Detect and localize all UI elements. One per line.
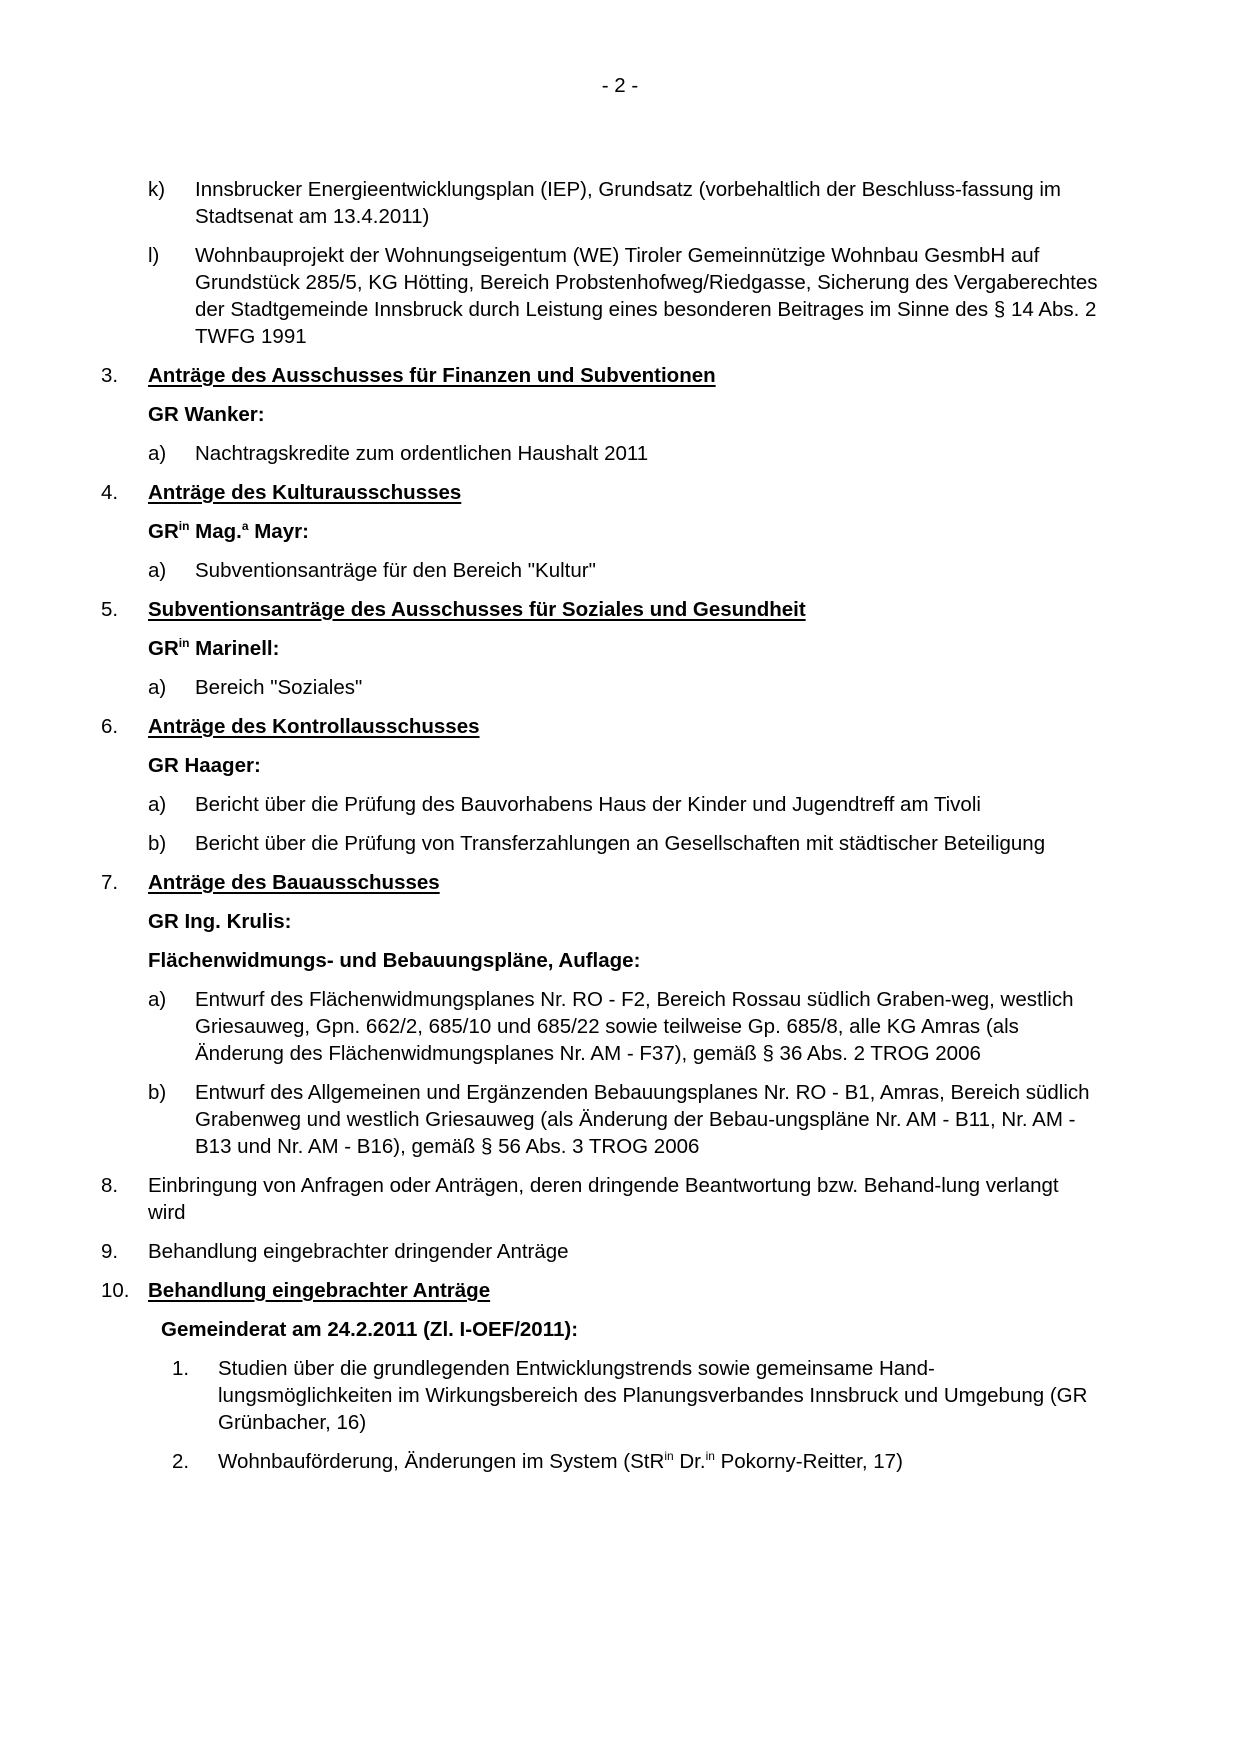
item-marker: a)	[148, 676, 167, 699]
list-item	[148, 1355, 1098, 1436]
item-marker: k)	[148, 178, 166, 201]
section-title: Subventionsanträge des Ausschusses für Soziales und Gesundheit	[148, 598, 806, 621]
item-text: Bericht über die Prüfung des Bauvorhabens Haus der Kinder und Jugendtreff am Tivoli	[195, 793, 981, 816]
item-text: Innsbrucker Energieentwicklungsplan (IEP), Grundsatz (vorbehaltlich der Beschluss-fassung im Stadtsenat am 13.4.2011)	[195, 178, 1061, 228]
section-title: Anträge des Kulturausschusses	[148, 481, 462, 504]
item-marker: b)	[148, 832, 167, 855]
list-item	[148, 176, 1098, 230]
section-text: Einbringung von Anfragen oder Anträgen, deren dringende Beantwortung bzw. Behand-lung verlangt wird	[148, 1174, 1059, 1224]
item-marker: b)	[148, 1081, 167, 1104]
item-marker: l)	[148, 244, 160, 267]
section-number: 5.	[101, 598, 119, 621]
item-text: Bericht über die Prüfung von Transferzahlungen an Gesellschaften mit städtischer Beteiligung	[195, 832, 1046, 855]
section-number: 10.	[101, 1279, 130, 1302]
section-3	[101, 362, 1098, 389]
speaker: $GR^{in}$ Mag.$^a$ Mayr:	[148, 519, 309, 543]
section-text: Behandlung eingebrachter dringender Anträge	[148, 1240, 569, 1263]
item-text: Wohnbauförderung, Änderungen im System (StR$^{in}$ Dr.$^{in}$ Pokorny-Reitter, 17)	[218, 1449, 903, 1473]
list-item	[148, 674, 1098, 701]
item-text: Studien über die grundlegenden Entwicklungstrends sowie gemeinsame Hand-lungsmöglichkeiten im Wirkungsbereich des Planungsverbandes Innsbruck und Umgebung (GR Grünbacher, 16)	[218, 1357, 1088, 1434]
section-6	[101, 713, 1098, 740]
speaker: $GR^{in}$ Marinell:	[148, 636, 280, 660]
item-text: Subventionsanträge für den Bereich "Kultur"	[195, 559, 596, 582]
list-item	[148, 1079, 1098, 1160]
item-text: Entwurf des Flächenwidmungsplanes Nr. RO - F2, Bereich Rossau südlich Graben-weg, westlich Griesauweg, Gpn. 662/2, 685/10 und 685/22 sowie teilweise Gp. 685/8, alle KG Amras (als Änderung des Flächenwidmungsplanes Nr. AM - F37), gemäß § 36 Abs. 2 TROG 2006	[195, 988, 1074, 1065]
list-item	[148, 830, 1098, 857]
list-item	[148, 557, 1098, 584]
list-item	[148, 440, 1098, 467]
section-number: 4.	[101, 481, 119, 504]
section-5	[101, 596, 1098, 623]
item-text: Wohnbauprojekt der Wohnungseigentum (WE) Tiroler Gemeinnützige Wohnbau GesmbH auf Grundstück 285/5, KG Hötting, Bereich Probstenhofweg/Riedgasse, Sicherung des Vergaberechtes der Stadtgemeinde Innsbruck durch Leistung eines besonderen Beitrages im Sinne des § 14 Abs. 2 TWFG 1991	[195, 244, 1098, 348]
section-number: 6.	[101, 715, 119, 738]
list-item	[148, 1448, 1098, 1475]
section-title: Behandlung eingebrachter Anträge	[148, 1279, 491, 1302]
session-heading: Gemeinderat am 24.2.2011 (Zl. I-OEF/2011):	[161, 1318, 579, 1341]
item-marker: a)	[148, 988, 167, 1011]
section-9	[101, 1238, 1098, 1265]
speaker: GR Ing. Krulis:	[148, 910, 292, 933]
section-number: 7.	[101, 871, 119, 894]
item-text: Nachtragskredite zum ordentlichen Haushalt 2011	[195, 442, 649, 465]
list-item	[148, 986, 1098, 1067]
item-text: Bereich "Soziales"	[195, 676, 363, 699]
section-number: 8.	[101, 1174, 119, 1197]
item-marker: a)	[148, 559, 167, 582]
section-title: Anträge des Ausschusses für Finanzen und Subventionen	[148, 364, 716, 387]
list-item	[148, 791, 1098, 818]
section-title: Anträge des Bauausschusses	[148, 871, 440, 894]
section-number: 9.	[101, 1240, 119, 1263]
speaker: GR Haager:	[148, 754, 261, 777]
item-marker: 1.	[172, 1357, 190, 1380]
subheading: Flächenwidmungs- und Bebauungspläne, Auflage:	[148, 949, 641, 972]
speaker: GR Wanker:	[148, 403, 265, 426]
page-number: - 2 -	[601, 74, 639, 97]
section-7	[101, 869, 1098, 896]
agenda-content	[101, 176, 1098, 1487]
section-10	[101, 1277, 1098, 1304]
item-marker: 2.	[172, 1450, 190, 1473]
item-marker: a)	[148, 793, 167, 816]
list-item	[148, 242, 1098, 350]
item-text: Entwurf des Allgemeinen und Ergänzenden Bebauungsplanes Nr. RO - B1, Amras, Bereich südlich Grabenweg und westlich Griesauweg (als Änderung der Bebau-ungspläne Nr. AM - B11, Nr. AM - B13 und Nr. AM - B16), gemäß § 56 Abs. 3 TROG 2006	[195, 1081, 1090, 1158]
section-4	[101, 479, 1098, 506]
section-8	[101, 1172, 1098, 1226]
section-number: 3.	[101, 364, 119, 387]
section-title: Anträge des Kontrollausschusses	[148, 715, 480, 738]
item-marker: a)	[148, 442, 167, 465]
